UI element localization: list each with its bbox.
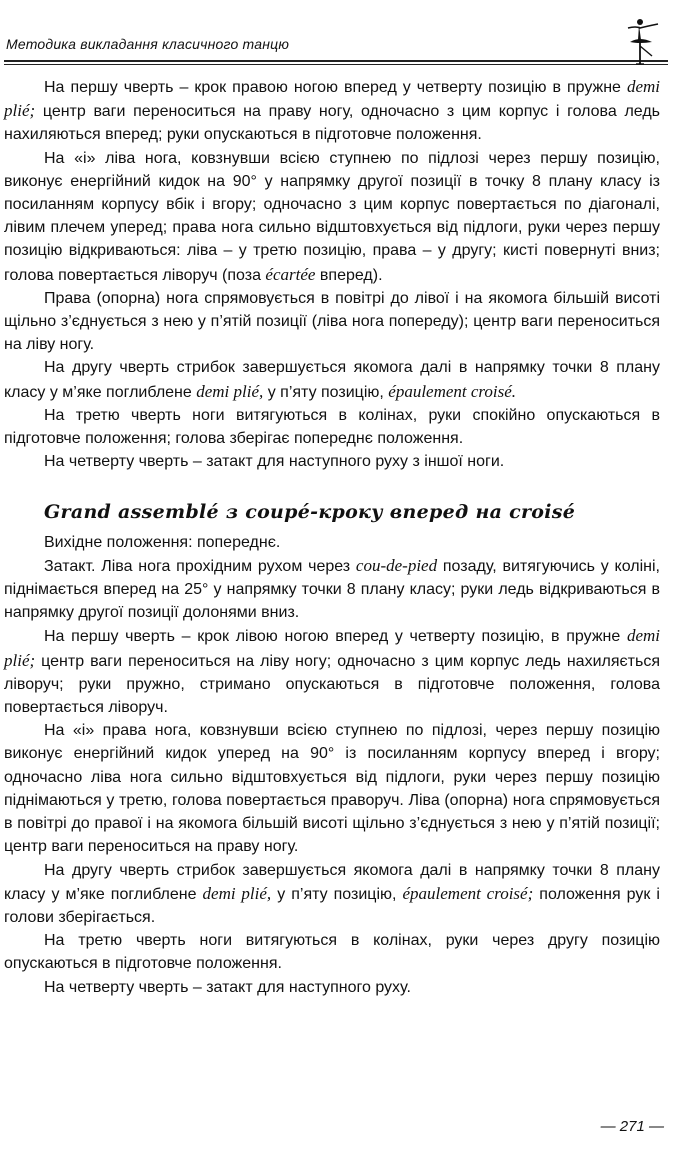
- paragraph: На третю чверть ноги витягуються в колінах, руки через другу позицію опускаються в підготовче положення.: [4, 932, 660, 973]
- paragraph: Затакт. Ліва нога прохідним рухом через cou-de-pied позаду, витягуючись у коліні, піднімається вперед на 25° у напрямку точки 8 плану класу; руки ледь відкриваються в напрямку другої позиції долонями вниз.: [4, 555, 660, 622]
- paragraph: На «і» права нога, ковзнувши всією ступнею по підлозі, через першу позицію виконує енергійний кидок уперед на 90° із посиланням корпусу вперед і вгору; одночасно ліва нога сильно відштовхується від підлоги, руки через першу позицію піднімаються у третю, голова повертається праворуч. Ліва (опорна) нога спрямовується в повітрі до правої і на якомога більшій висоті щільно з’єднується з нею у п’ятій позиції; центр ваги переноситься на праву ногу.: [4, 722, 660, 856]
- paragraph: На першу чверть – крок правою ногою вперед у четверту позицію в пружне demi plié; центр ваги переноситься на праву ногу, одночасно з цим корпус і голова ледь нахиляються вперед; руки опускаються в підготовче положення.: [4, 77, 660, 144]
- paragraph: Вихідне положення: попереднє.: [44, 533, 281, 551]
- paragraph: На третю чверть ноги витягуються в колінах, руки спокійно опускаються в підготовче положення; голова зберігає попереднє положення.: [4, 406, 660, 448]
- running-header: [4, 28, 668, 64]
- header-rule: [4, 60, 668, 62]
- page-number: — 271 —: [600, 1118, 664, 1135]
- main-text: [4, 75, 660, 999]
- paragraph: На четверту чверть – затакт для наступного руху з іншої ноги.: [44, 453, 505, 471]
- paragraph: На першу чверть – крок лівою ногою вперед у четверту позицію, в пружне demi plié; центр ваги переноситься на ліву ногу; одночасно з цим корпус ледь нахиляється ліворуч; руки пружно, стримано опускаються в підготовче положення, голова повертається ліворуч.: [4, 626, 660, 717]
- section-heading: Grand assemblé з соиpé-кроку вперед на croisé: [44, 501, 576, 524]
- paragraph: На другу чверть стрибок завершується якомога далі в напрямку точки 8 плану класу у м’яке поглиблене demi plié, у п’яту позицію, épaulement croisé.: [4, 359, 660, 401]
- paragraph: Права (опорна) нога спрямовується в повітрі до лівої і на якомога більшій висоті щільно з’єднується з нею у п’ятій позиції (ліва нога попереду); центр ваги переноситься на ліву ногу.: [4, 289, 660, 354]
- header-rule-thin: [4, 64, 668, 65]
- ballerina-icon: [622, 16, 662, 68]
- paragraph: На четверту чверть – затакт для наступного руху.: [44, 978, 411, 996]
- paragraph: На «і» ліва нога, ковзнувши всією ступнею по підлозі через першу позицію, виконує енергійний кидок на 90° у напрямку другої позиції в точку 8 плану класу із посиланням корпусу вбік і вгору; одночасно з цим корпус повертається по діагоналі, лівим плечем уперед; права нога сильно відштовхується від підлоги, руки через першу позицію відкриваються: ліва – у третю позицію, права – у другу; кисті повернуті вниз; голова повертається ліворуч (поза écartée вперед).: [4, 149, 660, 284]
- header-title: Методика викладання класичного танцю: [6, 36, 290, 52]
- paragraph: На другу чверть стрибок завершується якомога далі в напрямку точки 8 плану класу у м’яке поглиблене demi plié, у п’яту позицію, épaulement croisé; положення рук і голови зберігається.: [4, 861, 660, 926]
